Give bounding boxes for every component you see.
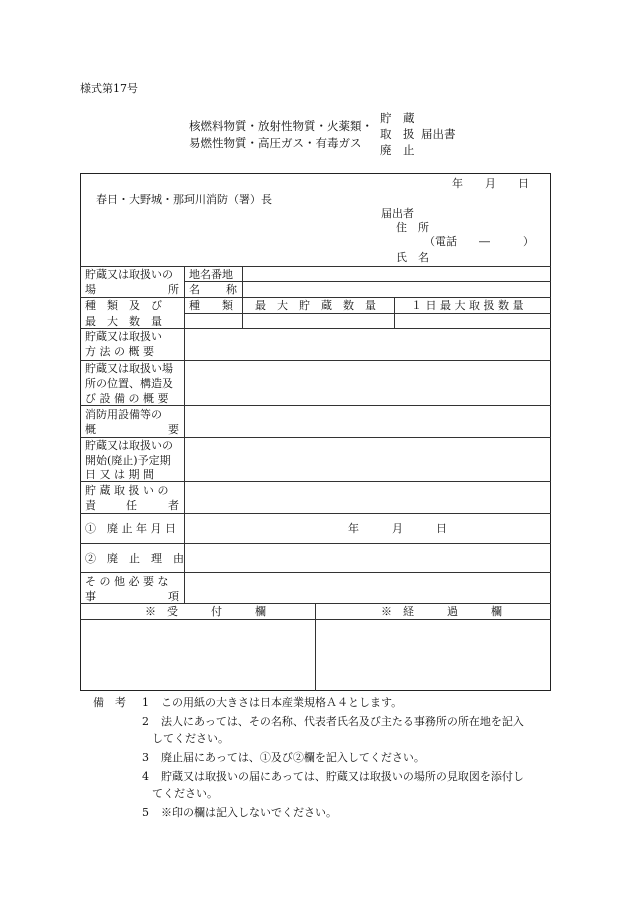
phone-field[interactable]: （電話 ― ） xyxy=(424,235,534,248)
daily-max-header: １ 日 最 大 取 扱 数 量 xyxy=(411,299,524,312)
title-option-handle: 取 扱 xyxy=(380,127,415,141)
notes-label: 備 考 xyxy=(93,696,126,709)
receipt-column-header: ※ 受 付 欄 xyxy=(145,605,266,618)
divider-abolish-reason xyxy=(80,572,551,573)
fire-label-line2a: 概 xyxy=(85,423,96,436)
types-label-line1: 種 類 及 び xyxy=(85,299,162,312)
abolish-reason-label: ② 廃 止 理 由 xyxy=(85,552,184,565)
types-label-line2: 最 大 数 量 xyxy=(85,315,162,328)
fire-label-line2b: 要 xyxy=(168,423,179,436)
subcolumn-divider xyxy=(242,266,243,328)
method-label-line1: 貯蔵又は取扱い xyxy=(85,330,162,343)
note-2-line1: 法人にあっては、その名称、代表者氏名及び主たる事務所の所在地を記入 xyxy=(161,715,524,728)
daily-column-divider xyxy=(394,297,395,328)
title-suffix: 届出書 xyxy=(421,127,456,141)
manager-label-line2a: 責 xyxy=(85,499,96,512)
facility-label-line2: 所の位置、構造及 xyxy=(85,377,173,390)
method-label-line2: 方 法 の 概 要 xyxy=(85,345,154,358)
note-3: 廃止届にあっては、①及び②欄を記入してください。 xyxy=(161,751,425,764)
place-label-line2b: 所 xyxy=(168,283,179,296)
facility-label-line1: 貯蔵又は取扱い場 xyxy=(85,362,173,375)
divider-facility xyxy=(80,405,551,406)
manager-label-line2c: 者 xyxy=(168,499,179,512)
lot-number-label: 地名番地 xyxy=(189,268,233,281)
other-label-line1: そ の 他 必 要 な xyxy=(85,575,169,588)
schedule-label-line3: 日 又 は 期 間 xyxy=(85,468,154,481)
other-label-line2a: 事 xyxy=(85,590,96,603)
notifier-label: 届出者 xyxy=(381,207,414,220)
divider-header xyxy=(80,266,551,267)
note-1: この用紙の大きさは日本産業規格Ａ４とします。 xyxy=(161,696,403,709)
divider-fire xyxy=(80,437,551,438)
receipt-column-divider xyxy=(315,603,316,691)
schedule-label-line2: 開始(廃止)予定期 xyxy=(85,454,171,467)
title-option-store: 貯 蔵 xyxy=(380,111,415,125)
abolish-date-field[interactable]: 年 月 日 xyxy=(348,522,447,535)
facility-name-label-b: 称 xyxy=(226,283,237,296)
fire-label-line1: 消防用設備等の xyxy=(85,408,162,421)
note-4-line1: 貯蔵又は取扱いの届にあっては、貯蔵又は取扱いの場所の見取図を添付し xyxy=(161,770,524,783)
other-label-line2b: 項 xyxy=(168,590,179,603)
note-2-line2: してください。 xyxy=(152,732,229,745)
manager-label-line2b: 任 xyxy=(126,499,137,512)
divider-manager xyxy=(80,513,551,514)
note-1-number: 1 xyxy=(142,696,149,709)
divider-types xyxy=(80,328,551,329)
facility-label-line3: び 設 備 の 概 要 xyxy=(85,392,169,405)
addressee: 春日・大野城・那珂川消防（署）長 xyxy=(96,193,272,206)
address-label[interactable]: 住 所 xyxy=(396,221,429,234)
divider-place xyxy=(80,297,551,298)
header-date: 年 月 日 xyxy=(452,177,529,190)
note-3-number: 3 xyxy=(142,751,149,764)
facility-name-label-a: 名 xyxy=(189,283,200,296)
schedule-label-line1: 貯蔵又は取扱いの xyxy=(85,439,173,452)
title-line1: 核燃料物質・放射性物質・火薬類・ xyxy=(189,119,373,133)
divider-schedule xyxy=(80,481,551,482)
note-5: ※印の欄は記入しないでください。 xyxy=(161,806,337,819)
progress-column-header: ※ 経 過 欄 xyxy=(381,605,502,618)
note-4-line2: てください。 xyxy=(152,787,218,800)
divider-types-inner xyxy=(184,313,551,314)
max-storage-header: 最 大 貯 蔵 数 量 xyxy=(255,299,376,312)
label-column-divider xyxy=(184,266,185,603)
form-number: 様式第17号 xyxy=(80,82,138,95)
kind-header: 種 類 xyxy=(189,299,233,312)
place-label-line2a: 場 xyxy=(85,283,96,296)
divider-abolish-date xyxy=(80,543,551,544)
manager-label-line1: 貯 蔵 取 扱 い の xyxy=(85,484,169,497)
abolish-date-label: ① 廃 止 年 月 日 xyxy=(85,522,176,535)
title-option-abolish: 廃 止 xyxy=(380,143,415,157)
title-line2: 易燃性物質・高圧ガス・有毒ガス xyxy=(189,136,362,150)
divider-place-inner xyxy=(184,281,551,282)
place-label-line1: 貯蔵又は取扱いの xyxy=(85,268,173,281)
note-2-number: 2 xyxy=(142,715,149,728)
note-5-number: 5 xyxy=(142,806,149,819)
divider-method xyxy=(80,360,551,361)
note-4-number: 4 xyxy=(142,770,149,783)
name-label[interactable]: 氏 名 xyxy=(396,251,429,264)
